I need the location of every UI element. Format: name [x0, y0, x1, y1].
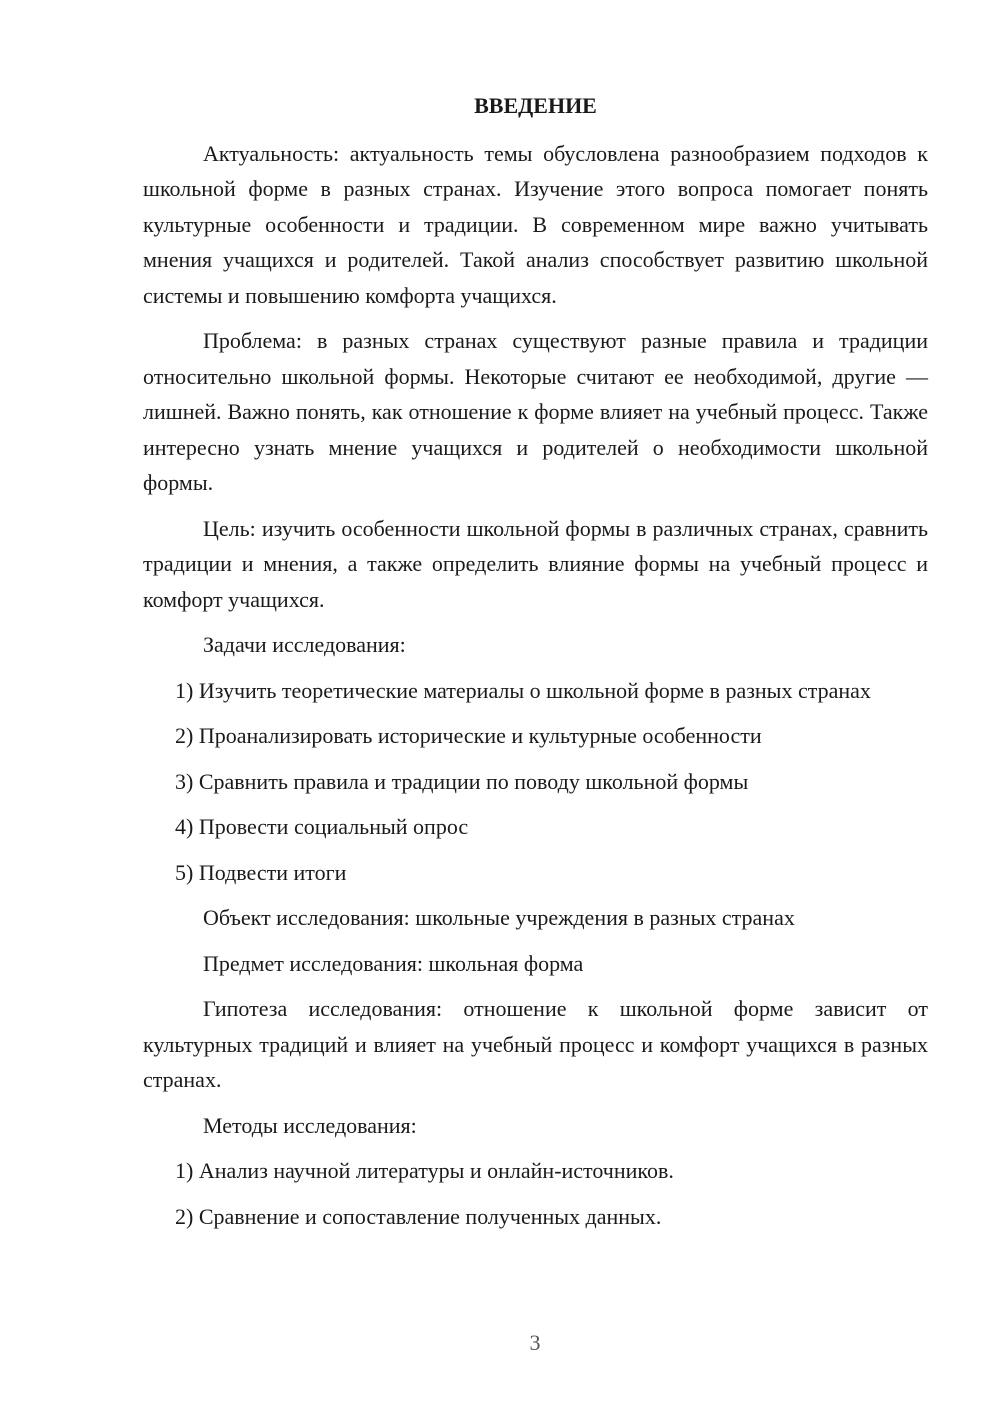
hypothesis-paragraph: Гипотеза исследования: отношение к школьной форме зависит от культурных традиций и влияет на учебный процесс и комфорт учащихся в разных странах.	[143, 996, 928, 1092]
subject-line: Предмет исследования: школьная форма	[203, 950, 584, 976]
relevance-paragraph: Актуальность: актуальность темы обусловлена разнообразием подходов к школьной форме в разных странах. Изучение этого вопроса помогает понять культурные особенности и традиции. В современном мире важно учитывать мнения учащихся и родителей. Такой анализ способствует развитию школьной системы и повышению комфорта учащихся.	[143, 140, 928, 308]
page-number: 3	[529, 1330, 541, 1355]
task-item: 5) Подвести итоги	[175, 859, 347, 885]
method-item: 1) Анализ научной литературы и онлайн-источников.	[175, 1158, 674, 1183]
method-item: 2) Сравнение и сопоставление полученных данных.	[175, 1203, 662, 1229]
task-item: 3) Сравнить правила и традиции по поводу школьной формы	[175, 768, 749, 794]
problem-paragraph: Проблема: в разных странах существуют разные правила и традиции относительно школьной формы. Некоторые считают ее необходимой, другие — лишней. Важно понять, как отношение к форме влияет на учебный процесс. Также интересно узнать мнение учащихся и родителей о необходимости школьной формы.	[143, 328, 928, 495]
task-item: 1) Изучить теоретические материалы о школьной форме в разных странах	[175, 677, 871, 703]
methods-title: Методы исследования:	[203, 1112, 417, 1138]
tasks-title: Задачи исследования:	[203, 632, 406, 657]
object-line: Объект исследования: школьные учреждения в разных странах	[203, 905, 795, 930]
page-content	[143, 88, 928, 1244]
task-item: 4) Провести социальный опрос	[175, 814, 469, 839]
task-item: 2) Проанализировать исторические и культурные особенности	[175, 723, 762, 748]
goal-paragraph: Цель: изучить особенности школьной формы в различных странах, сравнить традиции и мнения, а также определить влияние формы на учебный процесс и комфорт учащихся.	[143, 515, 928, 612]
section-heading: ВВЕДЕНИЕ	[474, 93, 597, 118]
